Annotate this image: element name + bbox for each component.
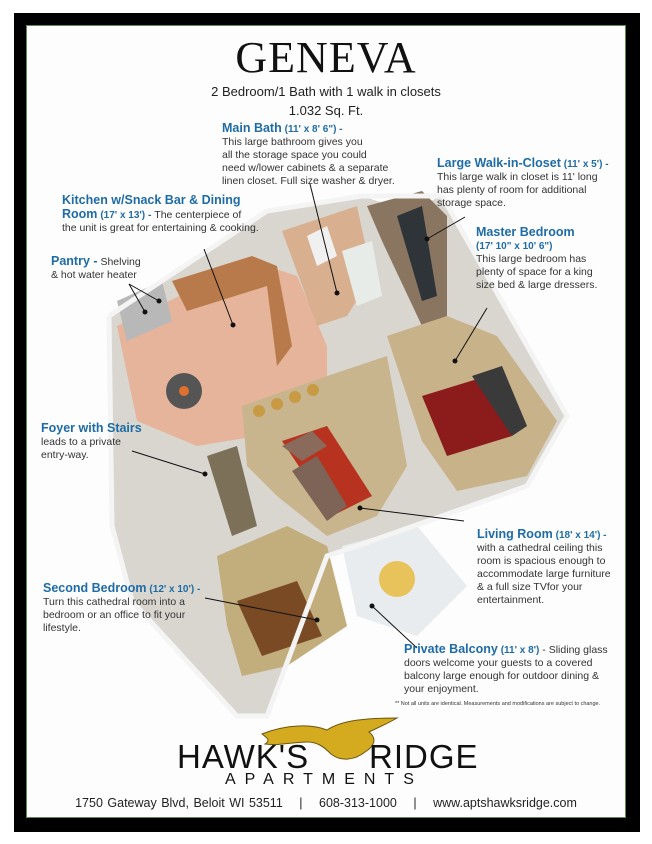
callout-heading: Main Bath <box>222 121 282 135</box>
callout-dims: (18' x 14') - <box>555 530 607 541</box>
callout-line: storage space. <box>437 197 506 209</box>
callout-heading: Foyer with Stairs <box>41 421 142 435</box>
callout-line: doors welcome your guests to a covered <box>404 657 593 669</box>
callout-line: the unit is great for entertaining & cooking. <box>62 222 259 234</box>
callout-line: & a full size TVfor your <box>477 581 583 593</box>
callout-line: This large bathroom gives you <box>222 136 363 148</box>
callout-heading: Room <box>62 207 98 221</box>
callout-heading: Living Room <box>477 527 553 541</box>
logo-name-left: HAWK'S <box>177 738 310 775</box>
callout-line: all the storage space you could <box>222 149 367 161</box>
callout-living-room <box>477 528 626 607</box>
plan-subtitle: 2 Bedroom/1 Bath with 1 walk in closets <box>211 84 441 99</box>
callout-master-bedroom <box>476 226 626 292</box>
callout-line: Turn this cathedral room into a <box>43 596 186 608</box>
callout-line: need w/lower cabinets & a separate <box>222 162 389 174</box>
callout-line: balcony large enough for outdoor dining & <box>404 670 599 682</box>
callout-dims: (11' x 8') <box>500 645 540 656</box>
separator: | <box>299 796 303 810</box>
callout-line: linen closet. Full size washer & dryer. <box>222 175 395 187</box>
callout-line: leads to a private <box>41 436 121 448</box>
callout-line: with a cathedral ceiling this <box>477 542 603 554</box>
logo-name-right: RIDGE <box>369 738 479 775</box>
callout-line: accommodate large furniture <box>477 568 611 580</box>
callout-dims: (12' x 10') - <box>149 584 201 595</box>
callout-line: plenty of space for a king <box>476 266 593 278</box>
plan-title: GENEVA <box>235 33 417 82</box>
page-border <box>14 13 640 832</box>
callout-second-bedroom <box>43 582 223 635</box>
hawks-ridge-logo <box>177 716 487 786</box>
callout-line: room is spacious enough to <box>477 555 606 567</box>
callout-lead: Shelving <box>97 256 141 268</box>
callout-heading: Large Walk-in-Closet <box>437 156 561 170</box>
callout-line: size bed & large dressers. <box>476 279 598 291</box>
website-link[interactable]: www.aptshawksridge.com <box>433 796 577 810</box>
disclaimer: ** Not all units are identical. Measurements and modifications are subject to change. <box>395 701 601 707</box>
callout-pantry <box>51 255 181 282</box>
callout-lead: - Sliding glass <box>539 644 608 656</box>
callout-dims: (11' x 8' 6") - <box>284 124 343 135</box>
callout-balcony <box>404 643 626 696</box>
callout-heading: Second Bedroom <box>43 581 147 595</box>
callout-main-bath <box>222 122 422 188</box>
callout-line: This large walk in closet is 11' long <box>437 171 598 183</box>
square-footage: 1.032 Sq. Ft. <box>288 103 364 118</box>
callout-foyer <box>41 422 171 462</box>
callout-heading: Master Bedroom <box>476 225 575 239</box>
callout-line: your enjoyment. <box>404 683 479 695</box>
balcony-table <box>379 561 415 597</box>
callout-line: bedroom or an office to fit your <box>43 609 186 621</box>
flyer <box>26 25 626 818</box>
logo-sub: APARTMENTS <box>225 771 423 788</box>
phone-number[interactable]: 608-313-1000 <box>319 796 397 810</box>
callout-heading: Private Balcony <box>404 642 498 656</box>
callout-heading: Kitchen w/Snack Bar & Dining <box>62 193 241 207</box>
callout-line: & hot water heater <box>51 269 137 281</box>
callout-line: This large bedroom has <box>476 253 587 265</box>
callout-heading: Pantry - <box>51 254 98 268</box>
callout-walk-in-closet <box>437 157 626 210</box>
callout-line: has plenty of room for additional <box>437 184 587 196</box>
contact-footer <box>27 796 625 810</box>
callout-line: entertainment. <box>477 594 545 606</box>
callout-dims: (17' x 13') <box>100 210 146 221</box>
callout-kitchen: Kitchen w/Snack Bar & Dining Room (17' x 13') - The centerpiece of the unit is great for entertaining & cooking. <box>62 193 259 234</box>
separator: | <box>413 796 417 810</box>
callout-line: lifestyle. <box>43 622 81 634</box>
callout-dims: (17' 10" x 10' 6") <box>476 241 553 252</box>
callout-line: entry-way. <box>41 449 89 461</box>
callout-dims: (11' x 5') - <box>563 159 609 170</box>
address: 1750 Gateway Blvd, Beloit WI 53511 <box>75 796 283 810</box>
